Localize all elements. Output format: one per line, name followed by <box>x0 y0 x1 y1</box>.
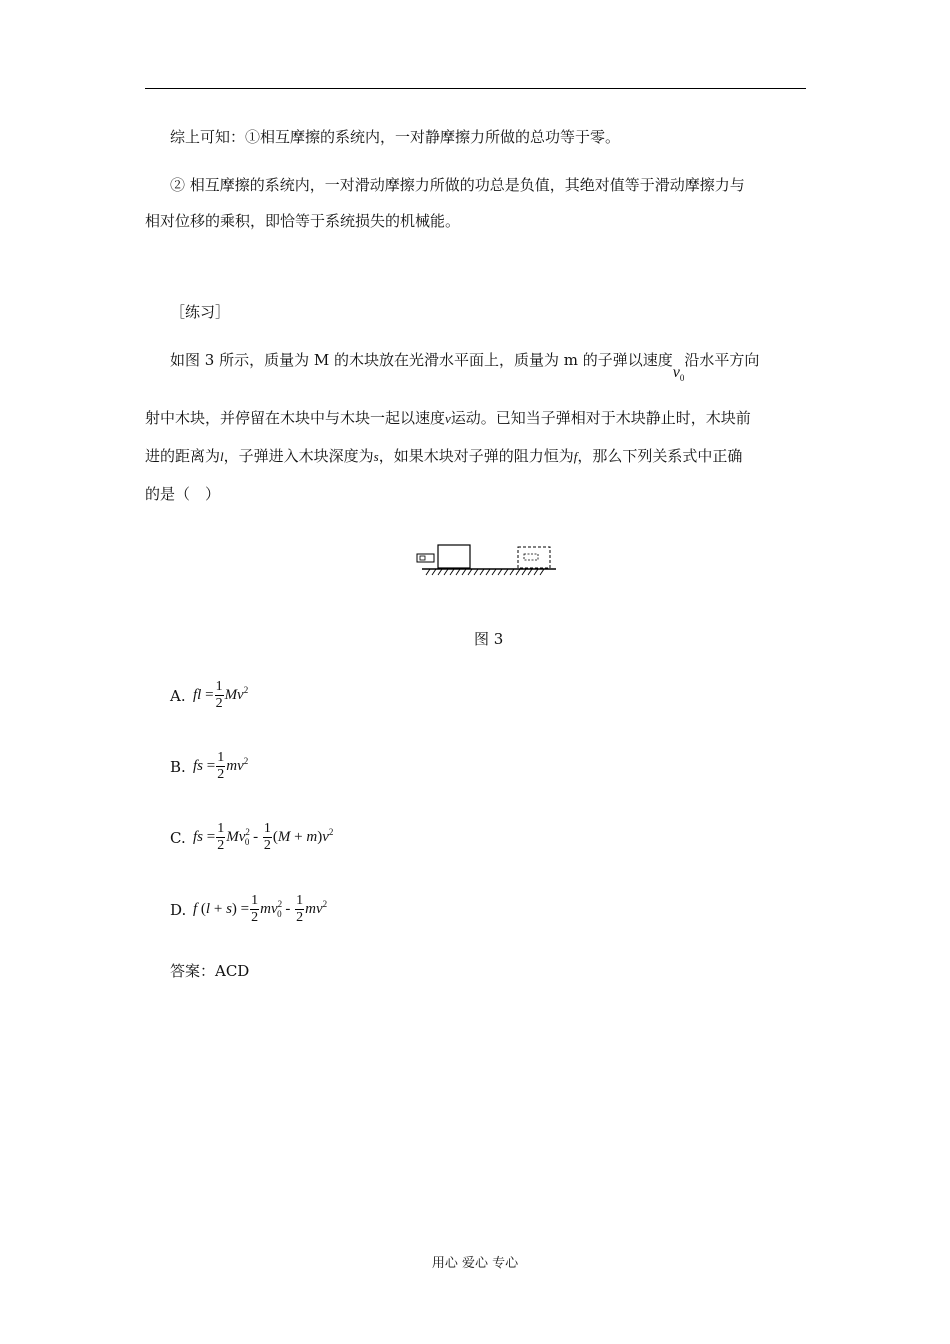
bullet-shape <box>417 554 434 562</box>
question-line-3: 进的距离为l，子弹进入木块深度为s，如果木块对子弹的阻力恒为f，那么下列关系式中正确 <box>145 447 743 465</box>
page-footer: 用心 爱心 专心 <box>431 1256 519 1271</box>
figure-caption: 图 3 <box>474 630 504 648</box>
summary-line-3: 相对位移的乘积，即恰等于系统损失的机械能。 <box>145 212 461 230</box>
option-c-formula: fs = $\frac{1}{2}$ $Mv^2_0$ - $\frac{1}{2}$ $(M + m)v^2$ <box>193 821 334 853</box>
option-d-formula: f (l + s) = $\frac{1}{2}$ $mv^2_0$ - $\frac{1}{2}$ $mv^2$ <box>193 893 328 925</box>
question-line-1-text: 如图 3 所示，质量为 M 的木块放在光滑水平面上，质量为 m 的子弹以速度 <box>170 351 673 369</box>
s-variable: s <box>373 449 379 464</box>
summary-line-1: 综上可知：①相互摩擦的系统内，一对静摩擦力所做的总功等于零。 <box>170 128 621 146</box>
option-b-formula: fs = $\frac{1}{2}$ $mv^2$ <box>193 750 249 782</box>
option-b-label: B. <box>170 758 186 776</box>
option-a-label: A. <box>170 687 186 705</box>
question-line-2: 射中木块，并停留在木块中与木块一起以速度v运动。已知当子弹相对于木块静止时，木块前 <box>145 409 751 427</box>
figure-3-diagram <box>410 538 560 582</box>
option-c-label: C. <box>170 829 186 847</box>
question-line-1 <box>170 350 760 384</box>
exercise-heading: ［练习］ <box>170 303 231 321</box>
answer: 答案：ACD <box>170 962 250 980</box>
v0-variable: $v_0$ <box>672 364 685 384</box>
question-line-4: 的是（ ） <box>145 485 221 503</box>
option-a-formula: fl = $\frac{1}{2}$ Mv$^2$ <box>193 679 249 711</box>
block-initial <box>438 545 470 568</box>
header-rule <box>145 88 806 89</box>
summary-line-2: ② 相互摩擦的系统内，一对滑动摩擦力所做的功总是负值，其绝对值等于滑动摩擦力与 <box>170 176 745 194</box>
f-variable: f <box>573 449 578 464</box>
l-variable: l <box>220 449 224 464</box>
v-variable: v <box>445 411 451 426</box>
question-line-1-end: 沿水平方向 <box>684 351 760 369</box>
option-d-label: D. <box>170 901 187 919</box>
block-final <box>518 547 550 568</box>
